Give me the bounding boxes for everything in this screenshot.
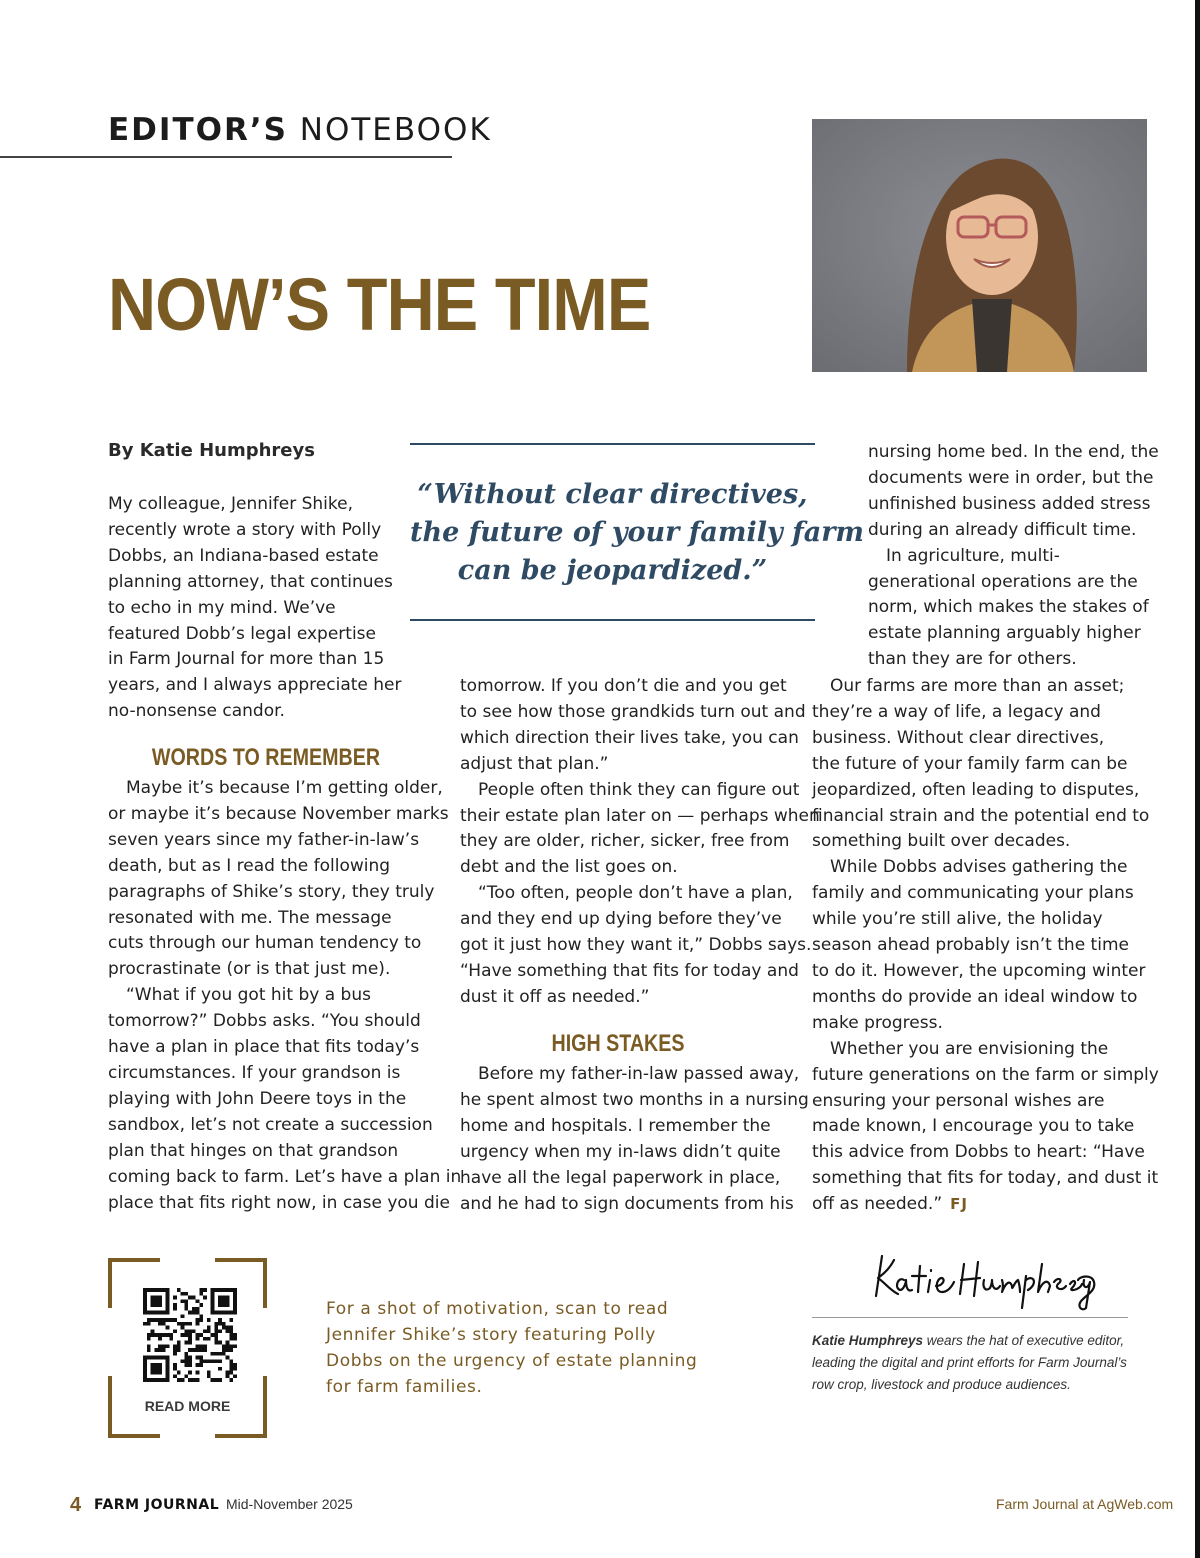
text-line: dust it off as needed.” bbox=[460, 986, 650, 1007]
text-line: and he had to sign documents from his bbox=[460, 1193, 794, 1214]
text-line: Dobbs on the urgency of estate planning bbox=[326, 1351, 698, 1371]
text-line: paragraphs of Shike’s story, they truly bbox=[108, 881, 435, 902]
text-line: recently wrote a story with Polly bbox=[108, 519, 382, 540]
text-line: For a shot of motivation, scan to read bbox=[326, 1299, 669, 1319]
text-line: their estate plan later on — perhaps when bbox=[460, 805, 820, 826]
text-line: plan that hinges on that grandson bbox=[108, 1140, 399, 1161]
publication-name: FARM JOURNAL bbox=[94, 1497, 220, 1513]
text-line: generational operations are the bbox=[868, 571, 1138, 592]
article-column-1-intro bbox=[108, 492, 402, 725]
text-line: they’re a way of life, a legacy and bbox=[812, 701, 1101, 722]
section-divider bbox=[0, 156, 452, 158]
qr-code[interactable] bbox=[143, 1286, 237, 1384]
text-line: unfinished business added stress bbox=[868, 493, 1151, 514]
text-line: for farm families. bbox=[326, 1377, 483, 1397]
text-line: featured Dobb’s legal expertise bbox=[108, 623, 376, 644]
text-line: sandbox, let’s not create a succession bbox=[108, 1114, 433, 1135]
page-edge-bar bbox=[1195, 0, 1200, 1558]
text-line: “What if you got hit by a bus bbox=[126, 985, 371, 1006]
text-line: Our farms are more than an asset; bbox=[830, 676, 1125, 696]
text-line: Katie Humphreys wears the hat of executive editor, bbox=[812, 1333, 1125, 1348]
text-line: My colleague, Jennifer Shike, bbox=[108, 494, 354, 514]
text-line: to do it. However, the upcoming winter bbox=[812, 960, 1146, 981]
website-credit[interactable]: Farm Journal at AgWeb.com bbox=[996, 1496, 1174, 1512]
text-line: off as needed.” FJ bbox=[812, 1194, 968, 1215]
text-line: adjust that plan.” bbox=[460, 753, 609, 774]
text-line: “Have something that fits for today and bbox=[460, 960, 799, 981]
byline: By Katie Humphreys bbox=[108, 440, 315, 461]
article-column-3-bottom bbox=[812, 674, 1159, 1218]
text-line: urgency when my in-laws didn’t quite bbox=[460, 1141, 781, 1162]
text-line: documents were in order, but the bbox=[868, 467, 1154, 488]
text-line: procrastinate (or is that just me). bbox=[108, 959, 391, 980]
text-line: Maybe it’s because I’m getting older, bbox=[126, 778, 443, 798]
text-line: while you’re still alive, the holiday bbox=[812, 909, 1103, 930]
text-line: business. Without clear directives, bbox=[812, 727, 1105, 748]
qr-read-more-label: READ MORE bbox=[144, 1398, 231, 1414]
text-line: or maybe it’s because November marks bbox=[108, 803, 449, 824]
text-line: have all the legal paperwork in place, bbox=[460, 1167, 781, 1188]
text-line: family and communicating your plans bbox=[812, 883, 1134, 904]
text-line: made known, I encourage you to take bbox=[812, 1116, 1135, 1137]
subhead-high-stakes: HIGH STAKES bbox=[551, 1030, 685, 1057]
text-line: coming back to farm. Let’s have a plan in bbox=[108, 1166, 462, 1187]
text-line: circumstances. If your grandson is bbox=[108, 1062, 401, 1083]
text-line: ensuring your personal wishes are bbox=[812, 1090, 1105, 1111]
pull-quote-line: can be jeopardized.” bbox=[457, 555, 768, 586]
text-line: he spent almost two months in a nursing bbox=[460, 1089, 809, 1110]
text-line: financial strain and the potential end to bbox=[812, 805, 1150, 826]
text-line: Whether you are envisioning the bbox=[830, 1038, 1109, 1059]
headline: NOW’S THE TIME bbox=[108, 263, 651, 346]
text-line: row crop, livestock and produce audiences. bbox=[812, 1377, 1071, 1392]
section-label: EDITOR’S NOTEBOOK bbox=[108, 112, 492, 148]
text-line: years, and I always appreciate her bbox=[108, 675, 402, 696]
text-line: than they are for others. bbox=[868, 649, 1077, 670]
end-mark: FJ bbox=[950, 1195, 968, 1214]
text-line: this advice from Dobbs to heart: “Have bbox=[812, 1142, 1145, 1163]
text-line: leading the digital and print efforts for Farm Journal’s bbox=[812, 1355, 1127, 1370]
pull-quote-top-rule bbox=[410, 443, 815, 445]
text-line: got it just how they want it,” Dobbs says. bbox=[460, 935, 812, 956]
subhead-words-to-remember: WORDS TO REMEMBER bbox=[151, 744, 381, 771]
text-line: People often think they can figure out bbox=[478, 779, 800, 800]
text-line: planning attorney, that continues bbox=[108, 571, 393, 592]
text-line: cuts through our human tendency to bbox=[108, 933, 422, 954]
text-line: something built over decades. bbox=[812, 831, 1071, 852]
text-line: have a plan in place that fits today’s bbox=[108, 1037, 420, 1058]
text-line: tomorrow?” Dobbs asks. “You should bbox=[108, 1011, 421, 1032]
text-line: during an already difficult time. bbox=[868, 519, 1137, 540]
text-line: nursing home bed. In the end, the bbox=[868, 442, 1159, 462]
issue-date: Mid-November 2025 bbox=[226, 1496, 353, 1512]
page-number: 4 bbox=[70, 1494, 82, 1516]
author-signature bbox=[868, 1246, 1098, 1316]
text-line: they are older, richer, sicker, free from bbox=[460, 831, 790, 852]
bio-name: Katie Humphreys bbox=[812, 1333, 924, 1348]
text-line: which direction their lives take, you can bbox=[460, 727, 799, 748]
text-line: months do provide an ideal window to bbox=[812, 986, 1138, 1007]
author-photo bbox=[812, 119, 1147, 372]
text-line: jeopardized, often leading to disputes, bbox=[812, 779, 1140, 800]
text-line: no-nonsense candor. bbox=[108, 701, 285, 722]
text-line: debt and the list goes on. bbox=[460, 857, 678, 878]
pull-quote-line: “Without clear directives, bbox=[417, 479, 808, 510]
text-line: “Too often, people don’t have a plan, bbox=[478, 883, 793, 904]
signature-divider bbox=[812, 1317, 1128, 1318]
text-line: place that fits right now, in case you die bbox=[108, 1192, 450, 1213]
article-column-3-top bbox=[868, 440, 1159, 673]
text-line: seven years since my father-in-law’s bbox=[108, 829, 420, 850]
text-line: something that fits for today, and dust it bbox=[812, 1168, 1159, 1189]
text-line: Dobbs, an Indiana-based estate bbox=[108, 545, 379, 566]
text-line: home and hospitals. I remember the bbox=[460, 1115, 771, 1136]
qr-promo-text bbox=[326, 1296, 697, 1400]
text-line: to see how those grandkids turn out and bbox=[460, 701, 806, 722]
text-line: make progress. bbox=[812, 1012, 943, 1033]
text-line: norm, which makes the stakes of bbox=[868, 597, 1149, 618]
text-line: season ahead probably isn’t the time bbox=[812, 935, 1129, 956]
text-line: resonated with me. The message bbox=[108, 907, 392, 928]
pull-quote bbox=[410, 476, 864, 590]
text-line: and they end up dying before they’ve bbox=[460, 909, 782, 930]
pull-quote-bottom-rule bbox=[410, 619, 815, 621]
text-line: Before my father-in-law passed away, bbox=[478, 1064, 800, 1084]
author-bio bbox=[812, 1330, 1127, 1396]
text-line: the future of your family farm can be bbox=[812, 753, 1128, 774]
article-column-1-body bbox=[108, 776, 461, 1216]
pull-quote-line: the future of your family farm bbox=[410, 517, 864, 548]
text-line: In agriculture, multi- bbox=[886, 545, 1060, 566]
text-line: death, but as I read the following bbox=[108, 855, 391, 876]
article-column-2-bottom bbox=[460, 1062, 809, 1217]
text-line: While Dobbs advises gathering the bbox=[830, 857, 1128, 878]
text-line: estate planning arguably higher bbox=[868, 623, 1141, 644]
text-line: in Farm Journal for more than 15 bbox=[108, 649, 385, 670]
text-line: to echo in my mind. We’ve bbox=[108, 597, 336, 618]
text-line: tomorrow. If you don’t die and you get bbox=[460, 676, 787, 696]
text-line: playing with John Deere toys in the bbox=[108, 1088, 407, 1109]
text-line: future generations on the farm or simply bbox=[812, 1064, 1159, 1085]
article-column-2-top bbox=[460, 674, 820, 1011]
text-line: Jennifer Shike’s story featuring Polly bbox=[326, 1325, 656, 1345]
